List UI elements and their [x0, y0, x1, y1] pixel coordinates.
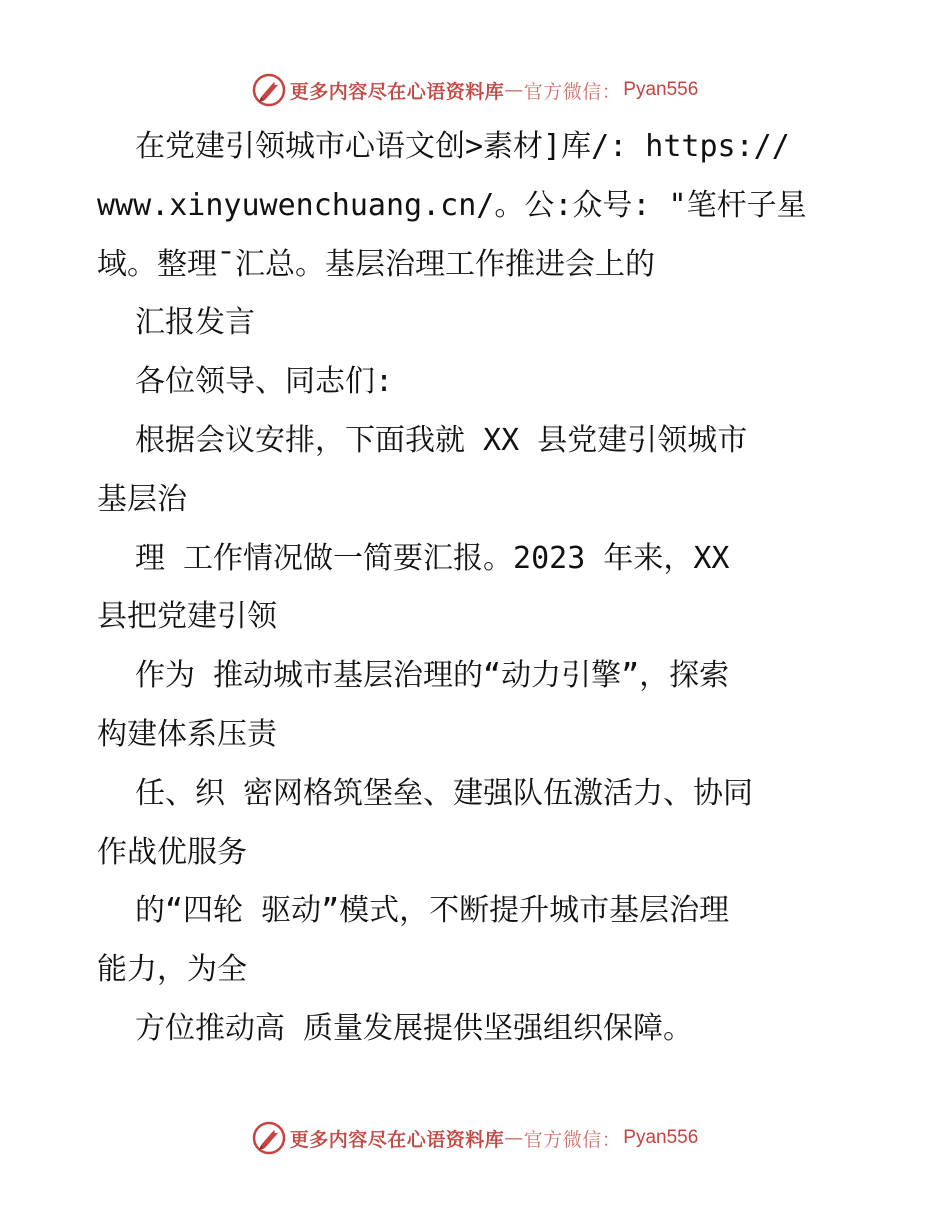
text-line: 各位领导、同志们:	[135, 364, 394, 400]
banner-dash: —	[504, 79, 524, 101]
text-line: www.xinyuwenchuang.cn/。公:众号: "笔杆子星	[97, 187, 807, 223]
document-body	[97, 118, 837, 1059]
text-line: 基层治	[97, 481, 187, 517]
text-line: 能力，为全	[97, 952, 247, 988]
pen-logo-icon	[252, 73, 286, 107]
text-line: 作战优服务	[97, 834, 247, 870]
text-line: 任、织 密网格筑堡垒、建强队伍激活力、协同	[135, 775, 754, 811]
text-line: 方位推动高 质量发展提供坚强组织保障。	[135, 1010, 694, 1046]
footer-banner	[0, 1118, 950, 1158]
pen-logo-icon	[252, 1121, 286, 1155]
text-line: 域。整理¯汇总。基层治理工作推进会上的	[97, 246, 656, 282]
text-line: 根据会议安排，下面我就 XX 县党建引领城市	[135, 422, 748, 458]
banner-wechat-id: Pyan556	[623, 79, 699, 100]
banner-main-text: 更多内容尽在心语资料库	[289, 1128, 505, 1151]
text-line: 理 工作情况做一简要汇报。2023 年来，XX	[135, 540, 730, 576]
text-line: 县把党建引领	[97, 599, 277, 635]
text-line: 的“四轮 驱动”模式，不断提升城市基层治理	[135, 893, 730, 929]
text-line: 汇报发言	[135, 305, 255, 341]
banner-sub-text: 官方微信	[523, 1128, 602, 1151]
banner-dash: —	[504, 1127, 524, 1149]
banner-colon: ：	[601, 80, 622, 103]
text-line: 作为 推动城市基层治理的“动力引擎”，探索	[135, 658, 730, 694]
text-line: 构建体系压责	[97, 716, 277, 752]
banner-colon: ：	[601, 1128, 622, 1151]
banner-wechat-id: Pyan556	[623, 1127, 699, 1148]
header-banner	[0, 70, 950, 110]
banner-main-text: 更多内容尽在心语资料库	[289, 80, 505, 103]
text-line: 在党建引领城市心语文创>素材]库/: https://	[135, 129, 790, 164]
banner-sub-text: 官方微信	[523, 80, 602, 103]
